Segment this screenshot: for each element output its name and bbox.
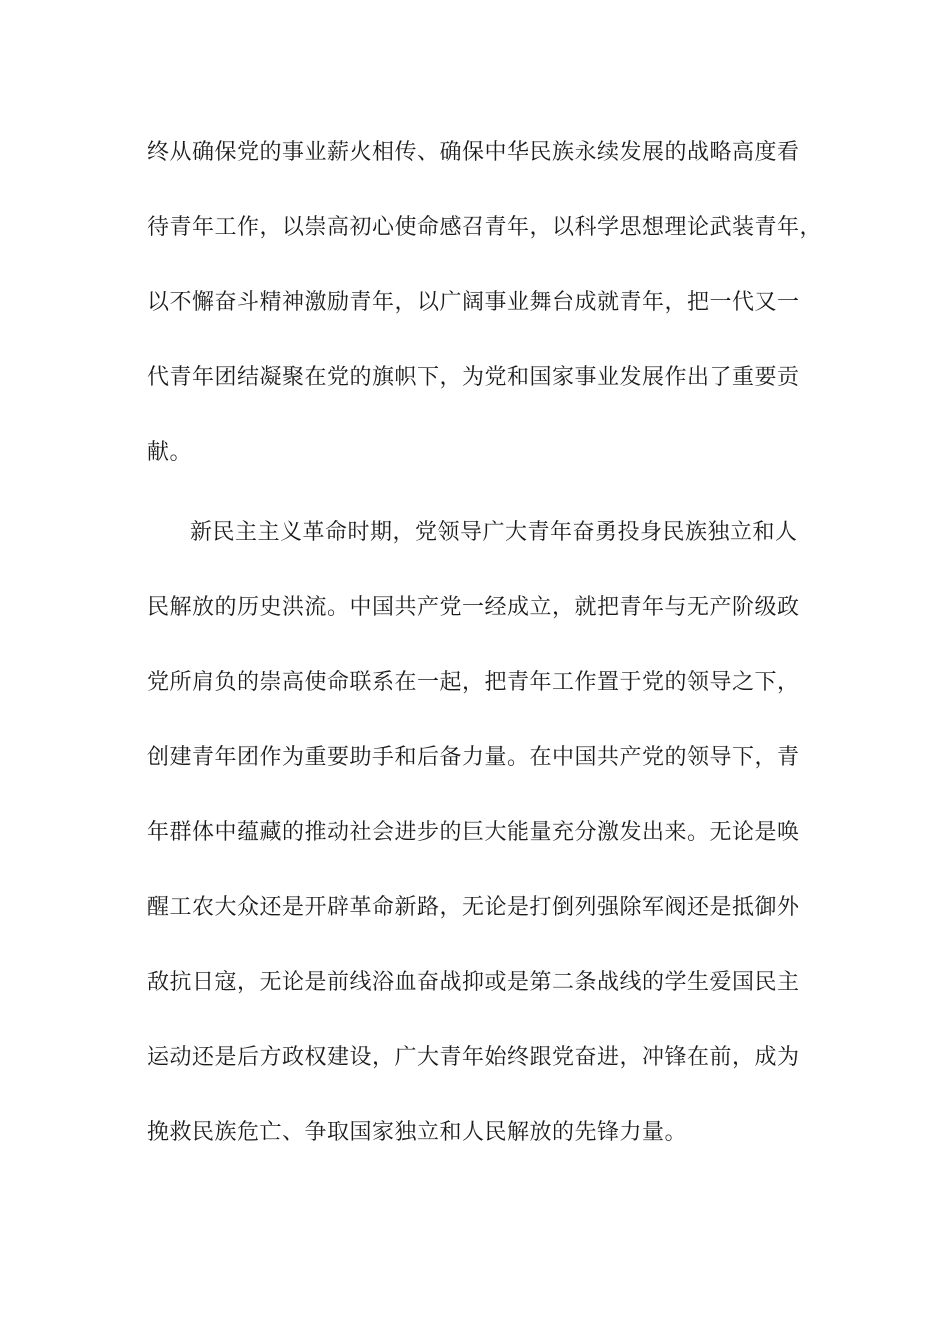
paragraph-line: 新民主主义革命时期，党领导广大青年奋勇投身民族独立和人 xyxy=(190,520,798,545)
paragraph-line: 醒工农大众还是开辟革命新路，无论是打倒列强除军阀还是抵御外 xyxy=(147,895,800,920)
paragraph-line: 挽救民族危亡、争取国家独立和人民解放的先锋力量。 xyxy=(147,1120,688,1145)
paragraph-line: 献。 xyxy=(147,440,193,465)
paragraph-line: 以不懈奋斗精神激励青年，以广阔事业舞台成就青年，把一代又一 xyxy=(147,290,800,315)
paragraph-line: 创建青年团作为重要助手和后备力量。在中国共产党的领导下，青 xyxy=(147,745,800,770)
paragraph-line: 代青年团结凝聚在党的旗帜下，为党和国家事业发展作出了重要贡 xyxy=(147,365,800,390)
paragraph-line: 年群体中蕴藏的推动社会进步的巨大能量充分激发出来。无论是唤 xyxy=(147,820,800,845)
paragraph-line: 敌抗日寇，无论是前线浴血奋战抑或是第二条战线的学生爱国民主 xyxy=(147,970,800,995)
paragraph-line: 民解放的历史洪流。中国共产党一经成立，就把青年与无产阶级政 xyxy=(147,595,800,620)
paragraph-line: 终从确保党的事业薪火相传、确保中华民族永续发展的战略高度看 xyxy=(147,140,800,165)
paragraph-line: 待青年工作，以崇高初心使命感召青年，以科学思想理论武装青年， xyxy=(147,215,823,240)
paragraph-line: 运动还是后方政权建设，广大青年始终跟党奋进，冲锋在前，成为 xyxy=(147,1045,800,1070)
paragraph-line: 党所肩负的崇高使命联系在一起，把青年工作置于党的领导之下， xyxy=(147,670,800,695)
